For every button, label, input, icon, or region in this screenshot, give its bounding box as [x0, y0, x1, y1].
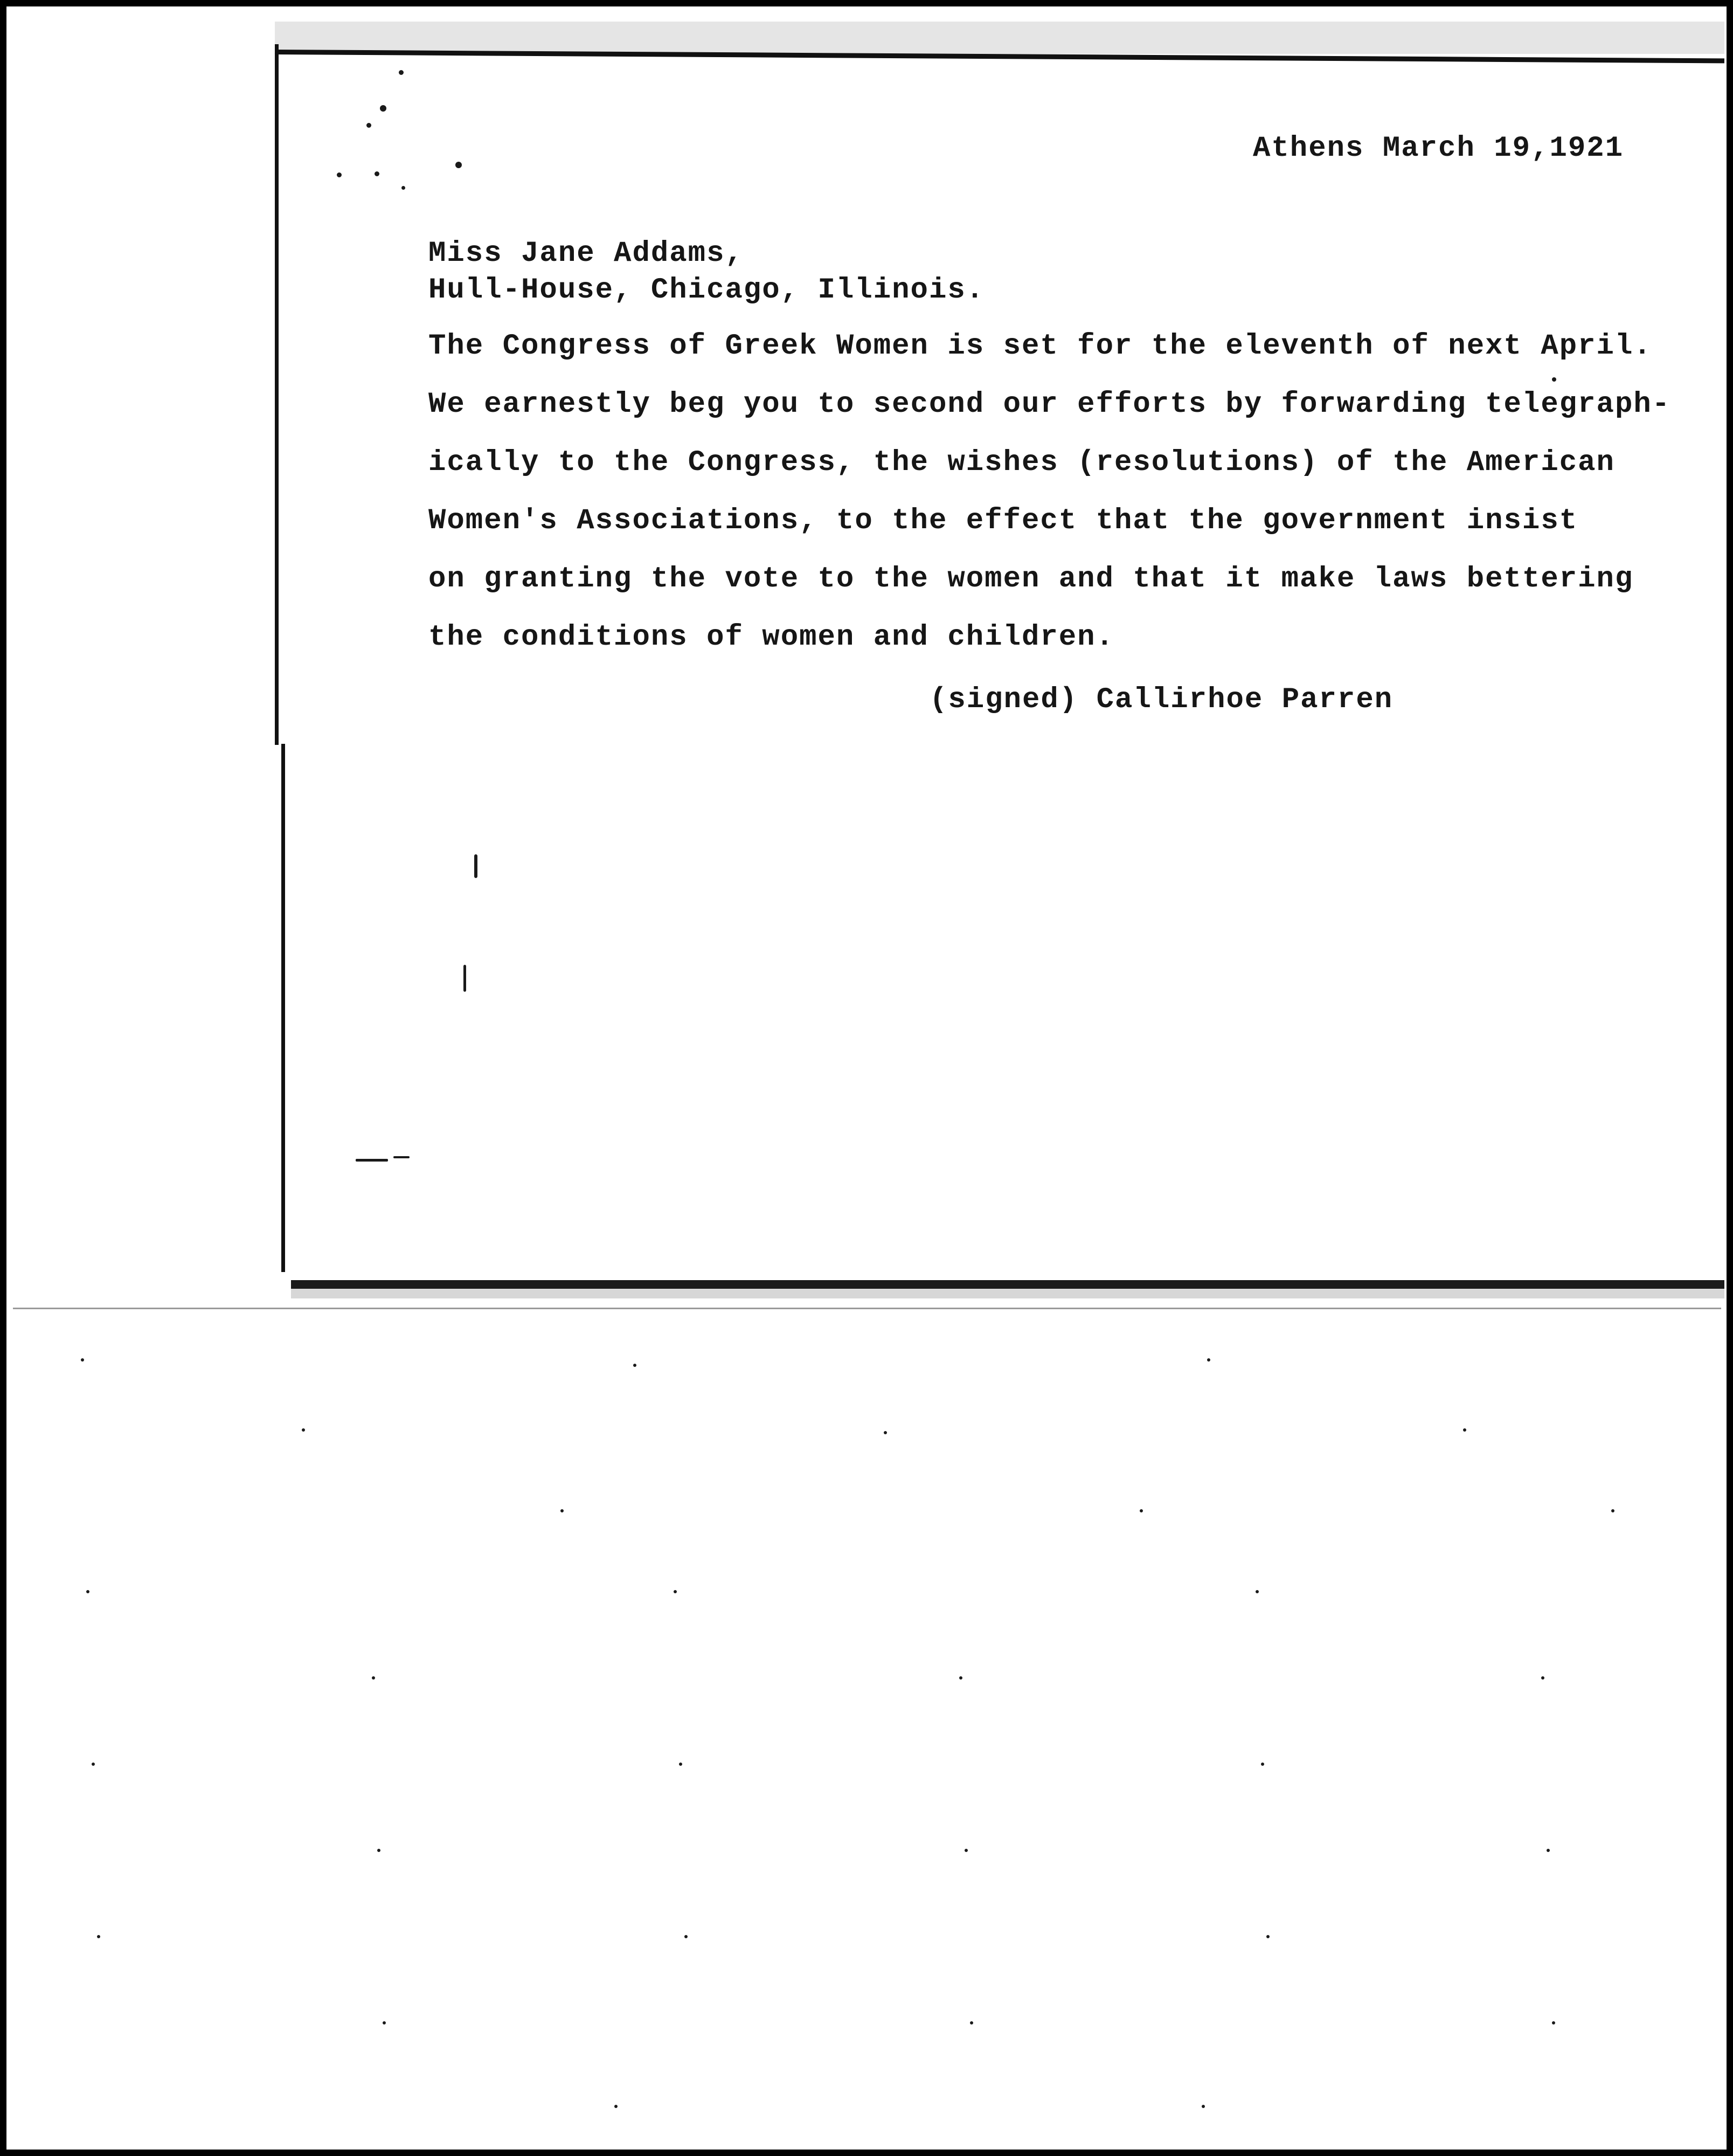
sheet-bottom-shadow — [291, 1289, 1724, 1298]
body-line: We earnestly beg you to second our efforts by forwarding telegraph- — [428, 388, 1671, 421]
sheet-left-edge-lower — [281, 744, 285, 1272]
sheet-top-shadow — [275, 22, 1724, 54]
recipient-name: Miss Jane Addams, — [428, 237, 744, 270]
body-line: Women's Associations, to the effect that the government insist — [428, 505, 1578, 537]
recipient-address: Hull-House, Chicago, Illinois. — [428, 274, 985, 307]
lower-page-edge — [13, 1308, 1721, 1309]
body-line: ically to the Congress, the wishes (resolutions) of the American — [428, 446, 1615, 479]
dateline: Athens March 19,1921 — [1253, 132, 1624, 165]
body-line: The Congress of Greek Women is set for the eleventh of next April. — [428, 330, 1652, 363]
sheet-left-edge — [275, 44, 279, 745]
body-line: on granting the vote to the women and that it make laws bettering — [428, 563, 1634, 596]
body-line: the conditions of women and children. — [428, 621, 1114, 654]
sheet-bottom-edge — [291, 1280, 1724, 1289]
signature: (signed) Callirhoe Parren — [930, 683, 1394, 716]
